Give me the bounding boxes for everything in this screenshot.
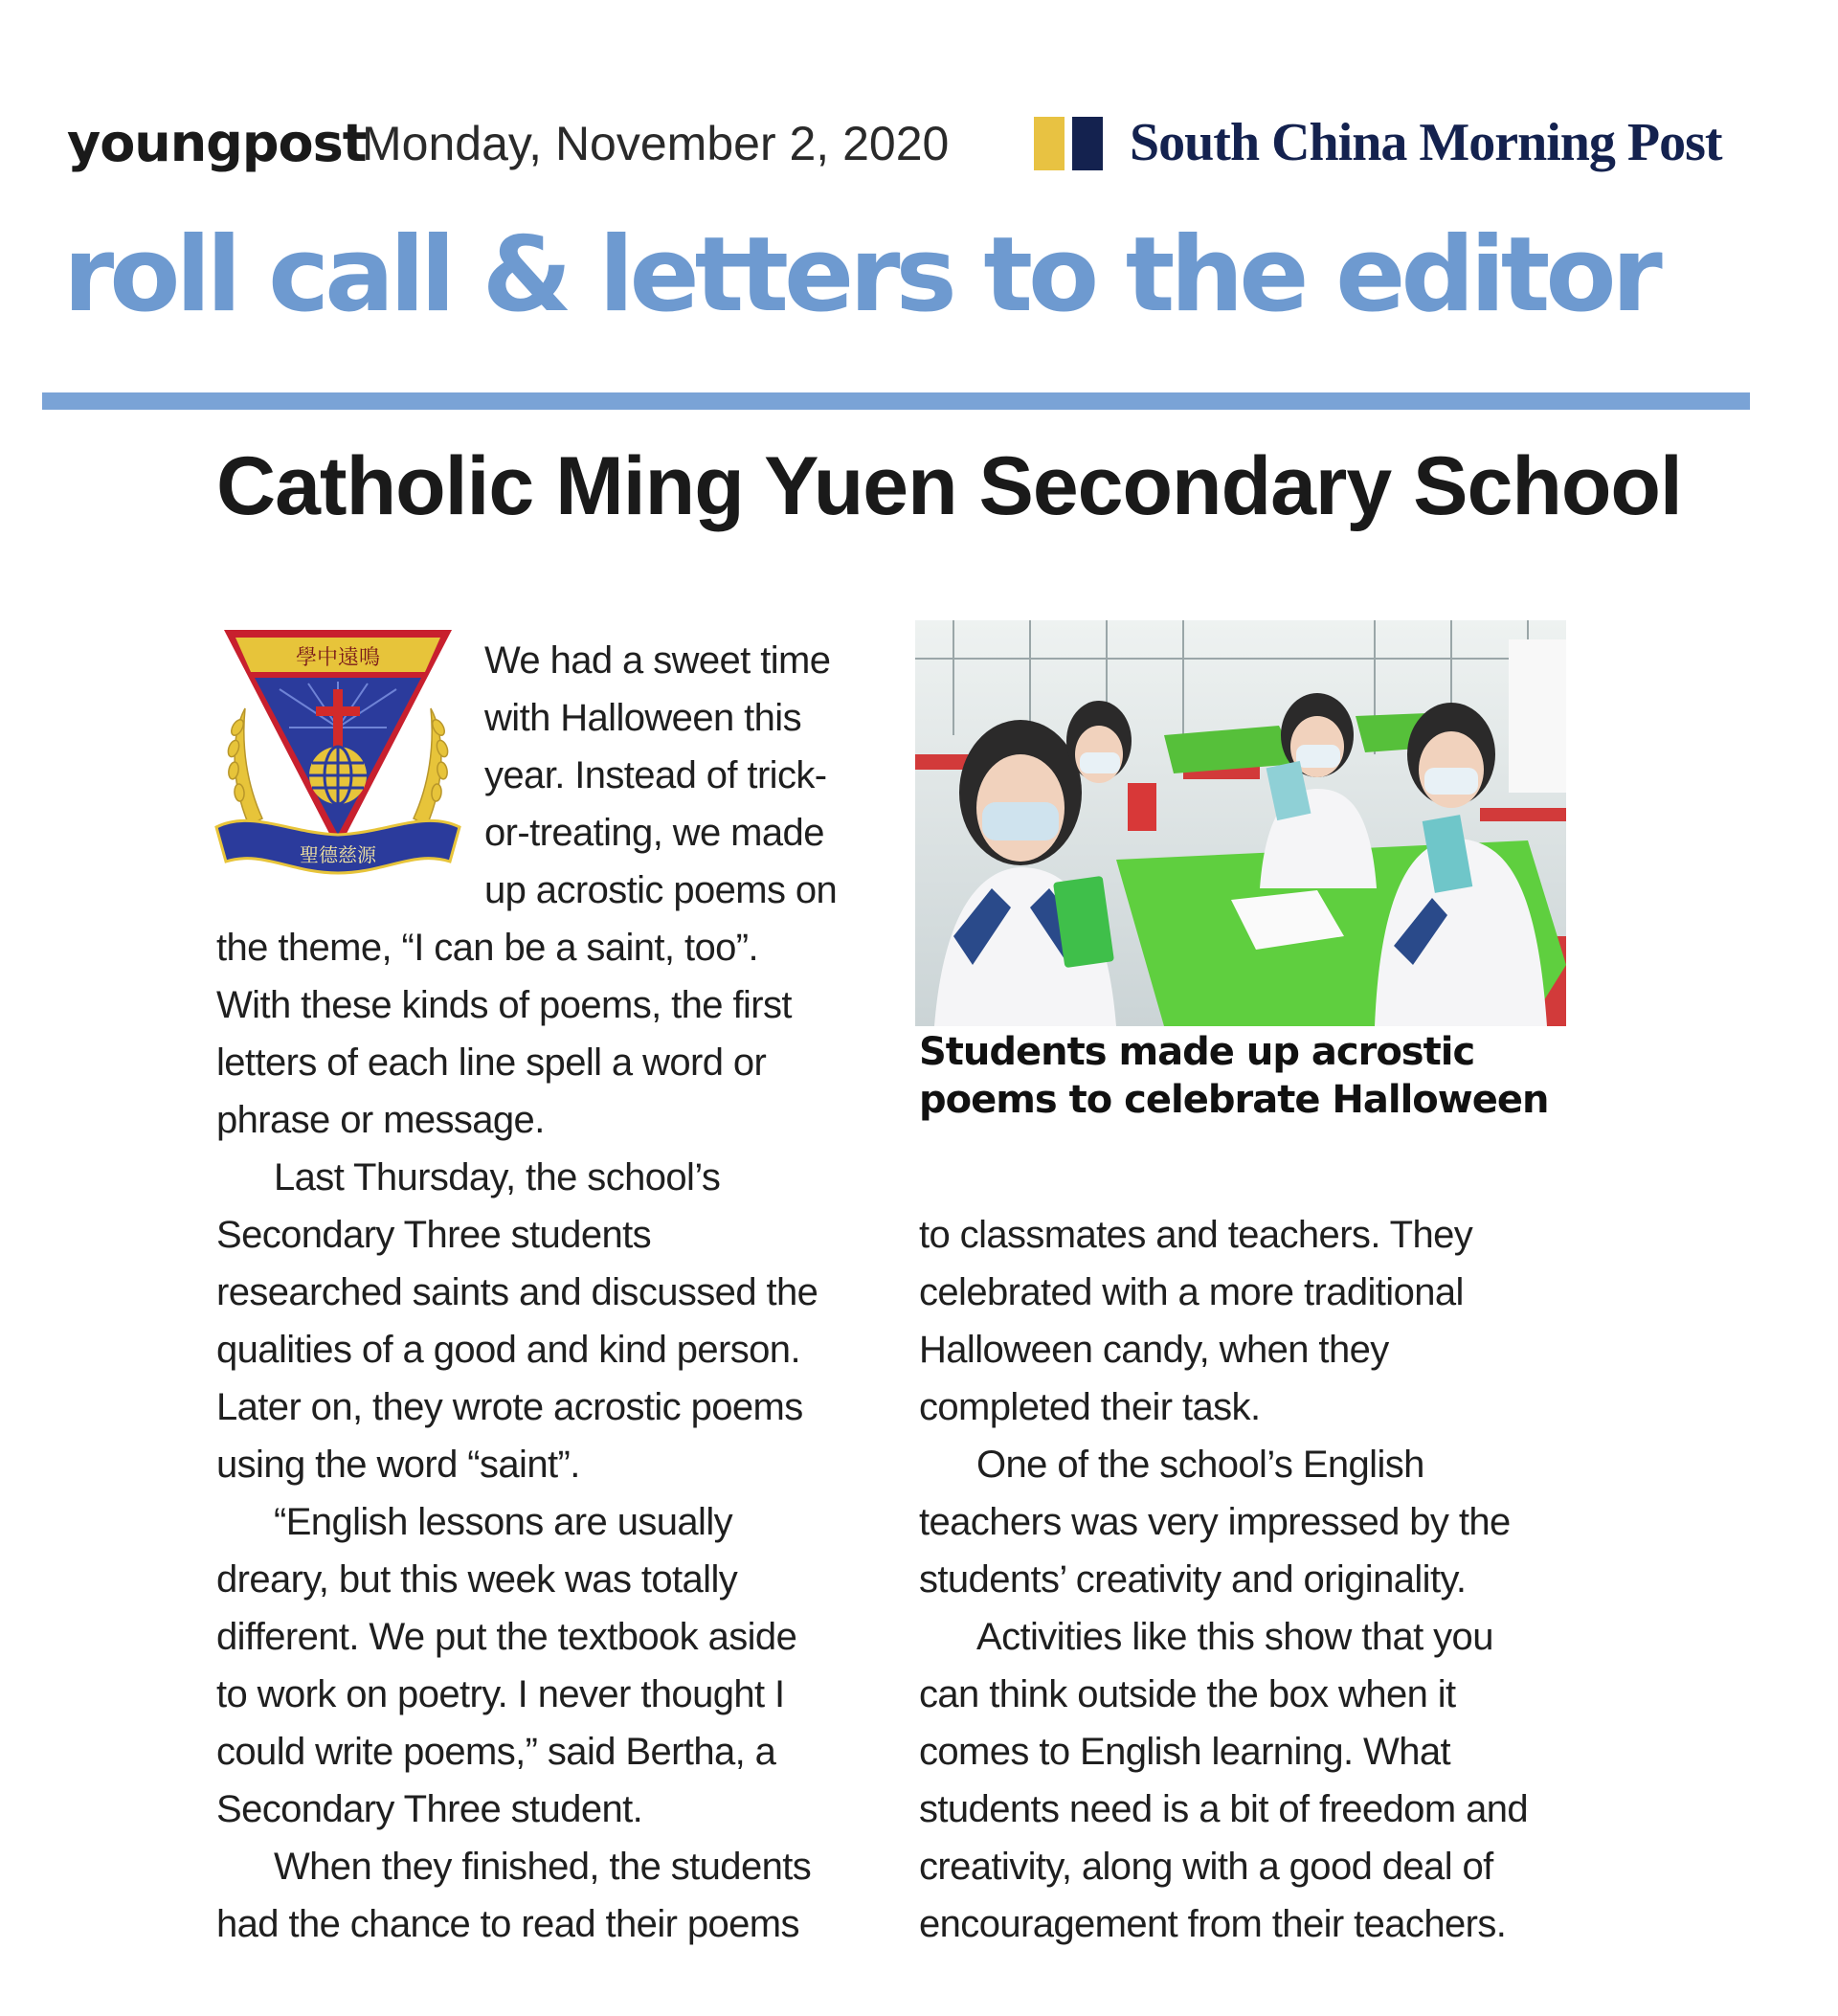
body-line: different. We put the textbook aside [216, 1616, 797, 1658]
body-line: Activities like this show that you [976, 1616, 1493, 1658]
body-line: or-treating, we made [484, 812, 824, 854]
body-line: Secondary Three student. [216, 1788, 643, 1830]
body-line: phrase or message. [216, 1099, 545, 1141]
body-line: could write poems,” said Bertha, a [216, 1731, 776, 1773]
body-line: students need is a bit of freedom and [919, 1788, 1529, 1830]
body-line: encouragement from their teachers. [919, 1903, 1507, 1945]
body-line: One of the school’s English [976, 1444, 1424, 1486]
body-line: students’ creativity and originality. [919, 1558, 1467, 1601]
body-line: creativity, along with a good deal of [919, 1846, 1493, 1888]
body-line: to work on poetry. I never thought I [216, 1673, 785, 1715]
body-line: We had a sweet time [484, 639, 831, 682]
body-line: Halloween candy, when they [919, 1329, 1389, 1371]
body-line: letters of each line spell a word or [216, 1042, 767, 1084]
brand-logo: youngpost [67, 113, 367, 173]
svg-text:聖德慈源: 聖德慈源 [300, 843, 376, 866]
svg-text:學中遠鳴: 學中遠鳴 [295, 646, 381, 670]
caption-line: Students made up acrostic [919, 1030, 1475, 1074]
body-line: With these kinds of poems, the first [216, 984, 792, 1026]
school-crest-icon [213, 622, 463, 896]
issue-date: Monday, November 2, 2020 [362, 117, 950, 170]
body-line: Last Thursday, the school’s [274, 1156, 721, 1198]
caption-line: poems to celebrate Halloween [919, 1078, 1549, 1122]
scmp-blocks-icon [1034, 117, 1110, 170]
body-line: qualities of a good and kind person. [216, 1329, 800, 1371]
body-line: up acrostic poems on [484, 869, 838, 911]
photo-caption [919, 1028, 1548, 1124]
body-line: using the word “saint”. [216, 1444, 580, 1486]
masthead [67, 107, 1733, 184]
body-line: celebrated with a more traditional [919, 1271, 1464, 1313]
section-heading: roll call & letters to the editor [63, 215, 1658, 335]
body-line: year. Instead of trick- [484, 754, 827, 796]
body-line: teachers was very impressed by the [919, 1501, 1511, 1543]
logo-navy-block [1072, 117, 1103, 170]
body-line: can think outside the box when it [919, 1673, 1456, 1715]
body-line: the theme, “I can be a saint, too”. [216, 927, 758, 969]
body-line: Secondary Three students [216, 1214, 652, 1256]
section-divider [42, 392, 1750, 410]
body-line: with Halloween this [484, 697, 801, 739]
publisher-name: South China Morning Post [1130, 113, 1722, 172]
body-line: researched saints and discussed the [216, 1271, 818, 1313]
body-line: comes to English learning. What [919, 1731, 1451, 1773]
body-line: Later on, they wrote acrostic poems [216, 1386, 803, 1428]
body-line: to classmates and teachers. They [919, 1214, 1473, 1256]
body-line: completed their task. [919, 1386, 1261, 1428]
article-title: Catholic Ming Yuen Secondary School [216, 440, 1682, 532]
body-line: had the chance to read their poems [216, 1903, 799, 1945]
article-photo [915, 620, 1566, 1026]
body-line: When they finished, the students [274, 1846, 812, 1888]
body-line: “English lessons are usually [274, 1501, 733, 1543]
body-line: dreary, but this week was totally [216, 1558, 738, 1601]
logo-yellow-block [1034, 117, 1065, 170]
